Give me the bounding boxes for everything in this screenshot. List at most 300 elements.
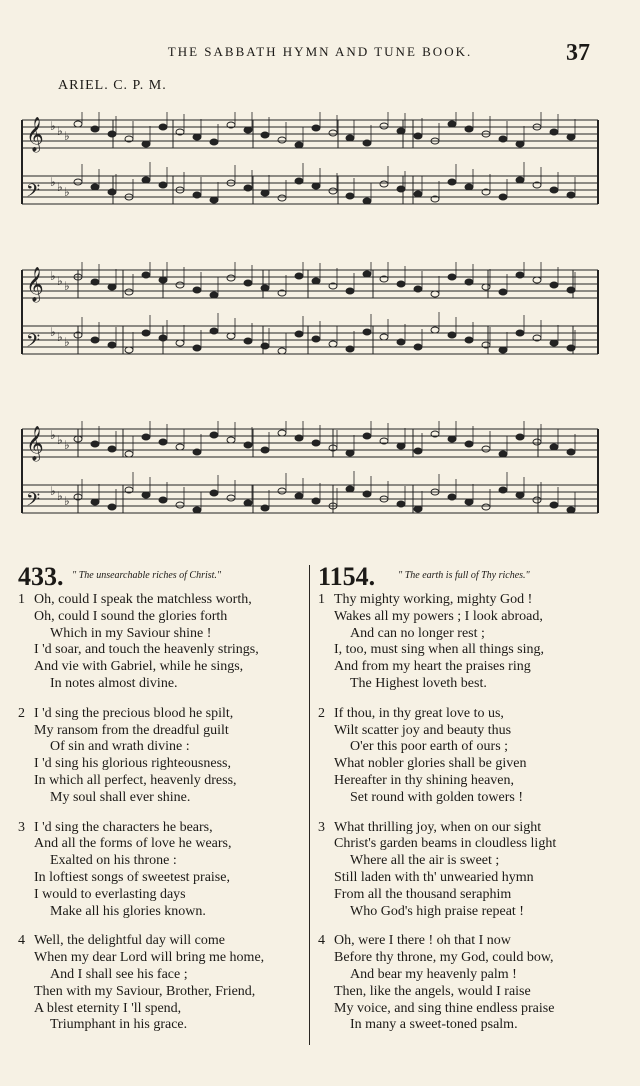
- music-system-3: [18, 421, 602, 526]
- notehead: [261, 505, 269, 511]
- notehead: [91, 441, 99, 447]
- treble-clef-icon: 𝄞: [26, 426, 44, 461]
- verse-line: [18, 820, 318, 837]
- notehead: [108, 284, 116, 290]
- score-system-2: [18, 262, 602, 367]
- flat-icon: ♭: [50, 175, 56, 189]
- stanza: [18, 933, 318, 1034]
- verse-line: [18, 659, 318, 676]
- verse-text: And vie with Gabriel, while he sings,: [34, 659, 244, 675]
- flat-icon: ♭: [57, 489, 63, 503]
- notehead: [346, 486, 354, 492]
- treble-clef-icon: 𝄞: [26, 267, 44, 302]
- notehead: [142, 330, 150, 336]
- verse-line: [318, 933, 618, 950]
- notehead: [516, 434, 524, 440]
- notehead: [567, 345, 575, 351]
- verse-text: A blest eternity I 'll spend,: [34, 1000, 182, 1016]
- verse-line: [18, 1001, 318, 1018]
- notehead: [244, 127, 252, 133]
- verse-text: My soul shall ever shine.: [50, 789, 191, 805]
- notehead: [448, 179, 456, 185]
- notehead: [91, 337, 99, 343]
- verse-text: O'er this poor earth of ours ;: [350, 739, 509, 755]
- music-system-2: [18, 262, 602, 367]
- notehead: [278, 348, 286, 354]
- notehead: [346, 346, 354, 352]
- verse-text: If thou, in thy great love to us,: [334, 705, 504, 721]
- verse-line: [18, 836, 318, 853]
- verse-line: [18, 739, 318, 756]
- verse-text: My ransom from the dreadful guilt: [34, 722, 229, 738]
- notehead: [312, 440, 320, 446]
- verse-text: Of sin and wrath divine :: [50, 739, 190, 755]
- flat-icon: ♭: [50, 325, 56, 339]
- verse-line: [318, 642, 618, 659]
- notehead: [210, 328, 218, 334]
- verse-line: [18, 609, 318, 626]
- notehead: [91, 184, 99, 190]
- verse-line: [18, 773, 318, 790]
- notehead: [210, 139, 218, 145]
- running-header: THE SABBATH HYMN AND TUNE BOOK.: [167, 44, 473, 59]
- notehead: [482, 284, 490, 290]
- notehead: [397, 339, 405, 345]
- notehead: [533, 439, 541, 445]
- notehead: [74, 179, 82, 185]
- notehead: [346, 288, 354, 294]
- verse-line: [318, 836, 618, 853]
- verse-line: [18, 933, 318, 950]
- verse-line: [318, 790, 618, 807]
- verse-line: [318, 984, 618, 1001]
- verse-line: [318, 723, 618, 740]
- verse-text: Well, the delightful day will come: [34, 933, 225, 949]
- notehead: [414, 191, 422, 197]
- notehead: [465, 279, 473, 285]
- notehead: [244, 185, 252, 191]
- stanza: [318, 820, 618, 921]
- notehead: [550, 340, 558, 346]
- notehead: [567, 287, 575, 293]
- verse-text: The Highest loveth best.: [350, 675, 487, 691]
- stanza: [18, 592, 318, 693]
- notehead: [295, 273, 303, 279]
- verse-text: In loftiest songs of sweetest praise,: [34, 869, 230, 885]
- notehead: [125, 347, 133, 353]
- verse-text: Which in my Saviour shine !: [50, 625, 212, 641]
- stanza-number: 4: [318, 933, 325, 949]
- notehead: [516, 177, 524, 183]
- verse-text: In many a sweet-toned psalm.: [350, 1017, 518, 1033]
- notehead: [159, 277, 167, 283]
- verse-line: [318, 739, 618, 756]
- notehead: [193, 449, 201, 455]
- notehead: [193, 345, 201, 351]
- notehead: [108, 189, 116, 195]
- notehead: [397, 186, 405, 192]
- notehead: [363, 140, 371, 146]
- notehead: [312, 125, 320, 131]
- notehead: [227, 437, 235, 443]
- notehead: [227, 275, 235, 281]
- verse-line: [318, 904, 618, 921]
- notehead: [499, 487, 507, 493]
- notehead: [142, 434, 150, 440]
- bass-clef-icon: 𝄢: [26, 490, 41, 515]
- notehead: [312, 278, 320, 284]
- notehead: [261, 132, 269, 138]
- verse-line: [18, 904, 318, 921]
- notehead: [329, 130, 337, 136]
- notehead: [516, 272, 524, 278]
- verse-line: [318, 659, 618, 676]
- verse-text: Christ's garden beams in cloudless light: [334, 836, 557, 852]
- notehead: [363, 198, 371, 204]
- notehead: [142, 272, 150, 278]
- stanza-number: 1: [18, 592, 25, 607]
- stanza-number: 2: [18, 705, 25, 721]
- flat-icon: ♭: [64, 494, 70, 508]
- notehead: [295, 178, 303, 184]
- stanza-number: 1: [318, 592, 325, 607]
- notehead: [142, 177, 150, 183]
- notehead: [363, 433, 371, 439]
- notehead: [210, 432, 218, 438]
- notehead: [363, 271, 371, 277]
- notehead: [193, 287, 201, 293]
- notehead: [159, 439, 167, 445]
- notehead: [380, 123, 388, 129]
- verse-line: [318, 870, 618, 887]
- flat-icon: ♭: [50, 484, 56, 498]
- verse-text: And all the forms of love he wears,: [34, 836, 232, 852]
- notehead: [465, 337, 473, 343]
- verse-text: Hereafter in thy shining heaven,: [334, 772, 514, 788]
- verse-text: I 'd sing his glorious righteousness,: [34, 756, 231, 772]
- verse-line: [318, 853, 618, 870]
- verse-line: [18, 887, 318, 904]
- notehead: [448, 332, 456, 338]
- notehead: [397, 128, 405, 134]
- notehead: [550, 129, 558, 135]
- notehead: [431, 291, 439, 297]
- notehead: [329, 341, 337, 347]
- verse-text: Make all his glories known.: [50, 903, 206, 919]
- notehead: [210, 292, 218, 298]
- notehead: [176, 444, 184, 450]
- notehead: [516, 330, 524, 336]
- flat-icon: ♭: [57, 330, 63, 344]
- hymn-1154: [318, 562, 618, 1047]
- notehead: [142, 141, 150, 147]
- notehead: [159, 124, 167, 130]
- notehead: [431, 327, 439, 333]
- verse-line: [318, 676, 618, 693]
- verse-line: [18, 950, 318, 967]
- notehead: [312, 498, 320, 504]
- verse-line: [18, 870, 318, 887]
- verse-text: And I shall see his face ;: [50, 966, 188, 982]
- hymn-title: " The unsearchable riches of Christ.": [72, 570, 222, 581]
- notehead: [397, 281, 405, 287]
- verse-text: Oh, could I sound the glories forth: [34, 608, 228, 624]
- notehead: [108, 504, 116, 510]
- verse-line: [18, 642, 318, 659]
- notehead: [550, 444, 558, 450]
- verse-line: [318, 592, 618, 609]
- notehead: [142, 492, 150, 498]
- stanza: [318, 706, 618, 807]
- notehead: [499, 451, 507, 457]
- notehead: [312, 336, 320, 342]
- verse-text: I would to everlasting days: [34, 886, 186, 902]
- notehead: [227, 495, 235, 501]
- verse-line: [318, 609, 618, 626]
- stanza-number: 3: [18, 819, 25, 835]
- verse-line: [318, 967, 618, 984]
- bass-clef-icon: 𝄢: [26, 181, 41, 206]
- flat-icon: ♭: [64, 438, 70, 452]
- stanza: [18, 706, 318, 807]
- verse-text: My voice, and sing thine endless praise: [334, 1000, 555, 1016]
- notehead: [533, 277, 541, 283]
- notehead: [176, 282, 184, 288]
- verse-text: Then, like the angels, would I raise: [334, 983, 531, 999]
- notehead: [346, 135, 354, 141]
- notehead: [312, 183, 320, 189]
- notehead: [125, 289, 133, 295]
- notehead: [550, 502, 558, 508]
- stanza: [318, 592, 618, 693]
- stanza-number: 2: [318, 705, 325, 721]
- notehead: [108, 342, 116, 348]
- verse-text: I, too, must sing when all things sing,: [334, 642, 544, 658]
- notehead: [193, 192, 201, 198]
- flat-icon: ♭: [64, 335, 70, 349]
- notehead: [125, 451, 133, 457]
- bass-clef-icon: 𝄢: [26, 331, 41, 356]
- notehead: [499, 136, 507, 142]
- stanza: [318, 933, 618, 1034]
- notehead: [499, 194, 507, 200]
- notehead: [414, 506, 422, 512]
- notehead: [210, 490, 218, 496]
- hymn-number: 1154.: [318, 562, 376, 591]
- hymn-title: " The earth is full of Thy riches.": [398, 570, 530, 581]
- notehead: [244, 338, 252, 344]
- notehead: [295, 493, 303, 499]
- notehead: [516, 492, 524, 498]
- verse-line: [318, 887, 618, 904]
- notehead: [465, 184, 473, 190]
- flat-icon: ♭: [64, 185, 70, 199]
- verse-line: [318, 1017, 618, 1034]
- notehead: [244, 280, 252, 286]
- verse-line: [318, 950, 618, 967]
- notehead: [244, 500, 252, 506]
- verse-line: [18, 592, 318, 609]
- verse-line: [18, 723, 318, 740]
- notehead: [295, 435, 303, 441]
- notehead: [261, 285, 269, 291]
- verse-text: And can no longer rest ;: [350, 625, 485, 641]
- verse-text: Thy mighty working, mighty God !: [334, 592, 533, 607]
- verse-text: What nobler glories shall be given: [334, 756, 527, 772]
- verse-text: Wakes all my powers ; I look abroad,: [334, 608, 543, 624]
- verse-line: [318, 1001, 618, 1018]
- flat-icon: ♭: [50, 269, 56, 283]
- verse-text: When my dear Lord will bring me home,: [34, 950, 265, 966]
- stanza-number: 3: [318, 819, 325, 835]
- verse-text: And bear my heavenly palm !: [350, 966, 517, 982]
- notehead: [465, 126, 473, 132]
- verse-line: [318, 773, 618, 790]
- notehead: [448, 121, 456, 127]
- verse-line: [318, 626, 618, 643]
- verse-line: [318, 706, 618, 723]
- notehead: [567, 192, 575, 198]
- notehead: [465, 441, 473, 447]
- flat-icon: ♭: [57, 180, 63, 194]
- verse-text: Triumphant in his grace.: [50, 1017, 188, 1033]
- notehead: [346, 193, 354, 199]
- verse-text: I 'd soar, and touch the heavenly strings,: [34, 642, 259, 658]
- verse-line: [18, 790, 318, 807]
- flat-icon: ♭: [50, 428, 56, 442]
- notehead: [329, 188, 337, 194]
- verse-text: In notes almost divine.: [50, 675, 178, 691]
- score-system-3: [18, 421, 602, 526]
- verse-text: In which all perfect, heavenly dress,: [34, 772, 237, 788]
- verse-text: Exalted on his throne :: [50, 853, 177, 869]
- notehead: [346, 450, 354, 456]
- verse-line: [18, 984, 318, 1001]
- verse-text: What thrilling joy, when on our sight: [334, 819, 542, 835]
- verse-line: [18, 756, 318, 773]
- notehead: [74, 121, 82, 127]
- notehead: [448, 436, 456, 442]
- verse-line: [18, 853, 318, 870]
- verse-line: [18, 1017, 318, 1034]
- tune-name: ARIEL. C. P. M.: [58, 78, 167, 93]
- notehead: [567, 449, 575, 455]
- notehead: [465, 499, 473, 505]
- notehead: [397, 443, 405, 449]
- notehead: [363, 491, 371, 497]
- notehead: [550, 187, 558, 193]
- notehead: [193, 507, 201, 513]
- notehead: [159, 335, 167, 341]
- hymn-number: 433.: [18, 562, 64, 591]
- verse-text: Before thy throne, my God, could bow,: [334, 950, 554, 966]
- notehead: [176, 502, 184, 508]
- verse-line: [318, 756, 618, 773]
- verse-text: Oh, were I there ! oh that I now: [334, 933, 511, 949]
- notehead: [295, 331, 303, 337]
- flat-icon: ♭: [64, 129, 70, 143]
- notehead: [567, 134, 575, 140]
- notehead: [159, 182, 167, 188]
- notehead: [414, 286, 422, 292]
- flat-icon: ♭: [64, 279, 70, 293]
- page-number: 37: [566, 40, 590, 66]
- notehead: [414, 133, 422, 139]
- notehead: [91, 499, 99, 505]
- notehead: [482, 504, 490, 510]
- notehead: [278, 195, 286, 201]
- stanza-number: 4: [18, 933, 25, 949]
- notehead: [363, 329, 371, 335]
- flat-icon: ♭: [50, 119, 56, 133]
- verse-text: Oh, could I speak the matchless worth,: [34, 592, 252, 607]
- notehead: [91, 126, 99, 132]
- verse-text: From all the thousand seraphim: [334, 886, 512, 902]
- score-system-1: [18, 112, 602, 217]
- verse-line: [18, 676, 318, 693]
- notehead: [261, 190, 269, 196]
- notehead: [278, 488, 286, 494]
- notehead: [193, 134, 201, 140]
- notehead: [414, 448, 422, 454]
- verse-text: I 'd sing the precious blood he spilt,: [34, 705, 234, 721]
- notehead: [210, 197, 218, 203]
- treble-clef-icon: 𝄞: [26, 117, 44, 152]
- notehead: [567, 507, 575, 513]
- hymn-433: [18, 562, 318, 1047]
- verse-text: Still laden with th' unwearied hymn: [334, 869, 534, 885]
- notehead: [499, 347, 507, 353]
- notehead: [397, 501, 405, 507]
- flat-icon: ♭: [57, 124, 63, 138]
- verse-text: I 'd sing the characters he bears,: [34, 819, 213, 835]
- verse-line: [18, 967, 318, 984]
- notehead: [261, 343, 269, 349]
- notehead: [516, 141, 524, 147]
- verse-text: Where all the air is sweet ;: [350, 853, 500, 869]
- music-system-1: [18, 112, 602, 217]
- notehead: [448, 274, 456, 280]
- verse-text: Wilt scatter joy and beauty thus: [334, 722, 512, 738]
- notehead: [448, 494, 456, 500]
- notehead: [550, 282, 558, 288]
- notehead: [91, 279, 99, 285]
- notehead: [482, 446, 490, 452]
- notehead: [414, 344, 422, 350]
- notehead: [108, 446, 116, 452]
- verse-text: And from my heart the praises ring: [334, 659, 531, 675]
- verse-line: [318, 820, 618, 837]
- notehead: [261, 447, 269, 453]
- verse-text: Then with my Saviour, Brother, Friend,: [34, 983, 256, 999]
- notehead: [159, 497, 167, 503]
- verse-text: Who God's high praise repeat !: [350, 903, 524, 919]
- notehead: [278, 137, 286, 143]
- flat-icon: ♭: [57, 433, 63, 447]
- verse-line: [18, 626, 318, 643]
- notehead: [278, 430, 286, 436]
- verse-line: [18, 706, 318, 723]
- notehead: [227, 333, 235, 339]
- notehead: [176, 340, 184, 346]
- notehead: [244, 442, 252, 448]
- notehead: [533, 497, 541, 503]
- flat-icon: ♭: [57, 274, 63, 288]
- notehead: [380, 334, 388, 340]
- notehead: [380, 181, 388, 187]
- notehead: [499, 289, 507, 295]
- stanza: [18, 820, 318, 921]
